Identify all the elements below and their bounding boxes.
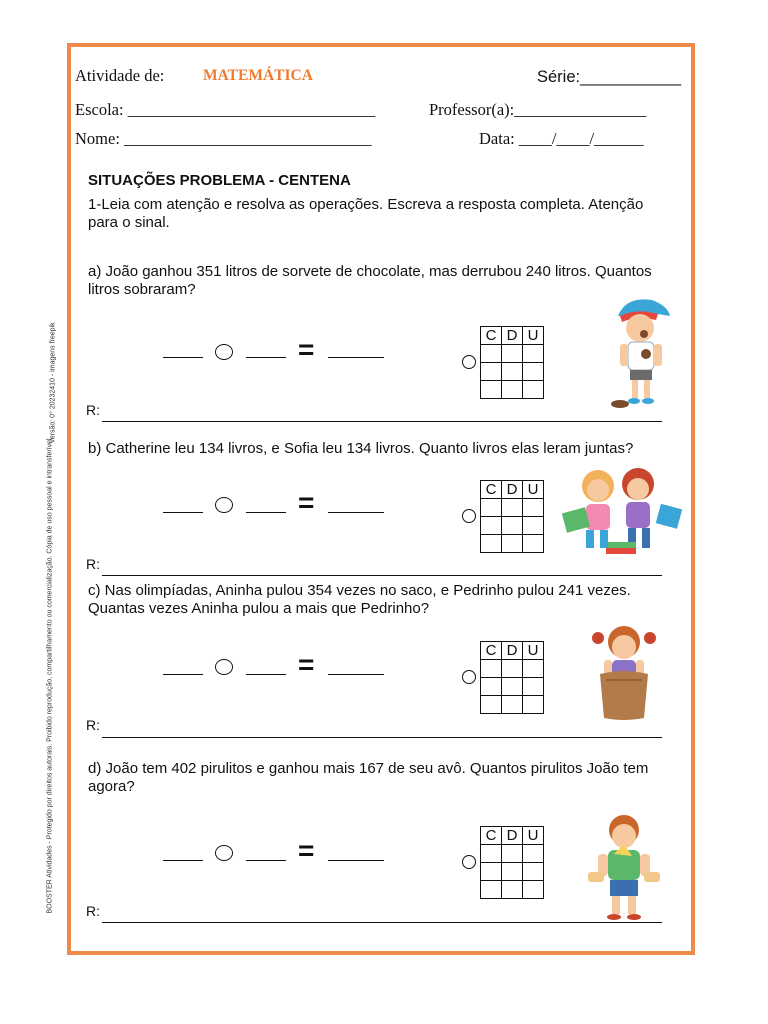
date-field: Data: ____/____/______ — [479, 129, 644, 148]
answer-label: R: — [86, 556, 100, 572]
equals-sign: = — [298, 649, 315, 680]
units-header: U — [523, 327, 544, 345]
operand-2-blank[interactable] — [246, 674, 286, 675]
operand-1-blank[interactable] — [163, 357, 203, 358]
operator-circle[interactable] — [215, 344, 233, 360]
problem-a-text: a) João ganhou 351 litros de sorvete de chocolate, mas derrubou 240 litros. Quantos litros sobraram? — [88, 263, 652, 298]
units-header: U — [523, 481, 544, 499]
problem-c-text: c) Nas olimpíadas, Aninha pulou 354 vezes no saco, e Pedrinho pulou 241 vezes. Quantas vezes Aninha pulou a mais que Pedrinho? — [88, 582, 631, 617]
answer-line[interactable] — [102, 922, 662, 923]
operand-1-blank[interactable] — [163, 860, 203, 861]
units-header: U — [523, 642, 544, 660]
answer-label: R: — [86, 402, 100, 418]
operand-2-blank[interactable] — [246, 860, 286, 861]
operand-1-blank[interactable] — [163, 674, 203, 675]
copyright-notice: BOOSTER Atividades - Protegido por direitos autorais. Proibido reprodução, compartilhamento ou comercialização. Cópia de uso pessoal e intransferível. — [46, 436, 54, 914]
version-notice: Versão: 0° 20232410 - imagens freepik — [49, 322, 57, 444]
hundreds-header: C — [481, 642, 502, 660]
grid-operator-circle[interactable] — [462, 670, 476, 684]
operator-circle[interactable] — [215, 845, 233, 861]
name-field: Nome: ______________________________ — [75, 129, 372, 148]
operator-circle[interactable] — [215, 497, 233, 513]
boy-eating-icon — [584, 810, 664, 924]
result-blank[interactable] — [328, 860, 384, 861]
instructions-text: 1-Leia com atenção e resolva as operações. Escreva a resposta completa. Atenção para o sinal. — [88, 196, 644, 231]
operator-circle[interactable] — [215, 659, 233, 675]
equals-sign: = — [298, 487, 315, 518]
girl-sack-race-icon — [584, 620, 664, 722]
grid-operator-circle[interactable] — [462, 509, 476, 523]
grid-operator-circle[interactable] — [462, 855, 476, 869]
hundreds-header: C — [481, 327, 502, 345]
serie-field: Série:___________ — [537, 68, 682, 86]
answer-line[interactable] — [102, 737, 662, 738]
answer-line[interactable] — [102, 421, 662, 422]
units-header: U — [523, 827, 544, 845]
result-blank[interactable] — [328, 512, 384, 513]
problem-b-text: b) Catherine leu 134 livros, e Sofia leu 134 livros. Quanto livros elas leram juntas? — [88, 440, 634, 457]
tens-header: D — [502, 327, 523, 345]
hundreds-header: C — [481, 827, 502, 845]
section-title: SITUAÇÕES PROBLEMA - CENTENA — [88, 172, 351, 189]
place-value-grid[interactable] — [480, 641, 544, 714]
equals-sign: = — [298, 334, 315, 365]
girls-reading-icon — [558, 462, 686, 562]
boy-ice-cream-icon — [606, 294, 676, 412]
operand-1-blank[interactable] — [163, 512, 203, 513]
answer-label: R: — [86, 717, 100, 733]
operand-2-blank[interactable] — [246, 357, 286, 358]
problem-d-text: d) João tem 402 pirulitos e ganhou mais 167 de seu avô. Quantos pirulitos João tem agora? — [88, 760, 649, 795]
tens-header: D — [502, 642, 523, 660]
result-blank[interactable] — [328, 674, 384, 675]
teacher-field: Professor(a):________________ — [429, 100, 647, 119]
answer-label: R: — [86, 903, 100, 919]
tens-header: D — [502, 481, 523, 499]
grid-operator-circle[interactable] — [462, 355, 476, 369]
place-value-grid[interactable] — [480, 480, 544, 553]
operand-2-blank[interactable] — [246, 512, 286, 513]
subject-name: MATEMÁTICA — [203, 67, 313, 84]
place-value-grid[interactable] — [480, 826, 544, 899]
hundreds-header: C — [481, 481, 502, 499]
tens-header: D — [502, 827, 523, 845]
place-value-grid[interactable] — [480, 326, 544, 399]
answer-line[interactable] — [102, 575, 662, 576]
result-blank[interactable] — [328, 357, 384, 358]
activity-label: Atividade de: — [75, 66, 165, 85]
equals-sign: = — [298, 835, 315, 866]
school-field: Escola: ______________________________ — [75, 100, 376, 119]
